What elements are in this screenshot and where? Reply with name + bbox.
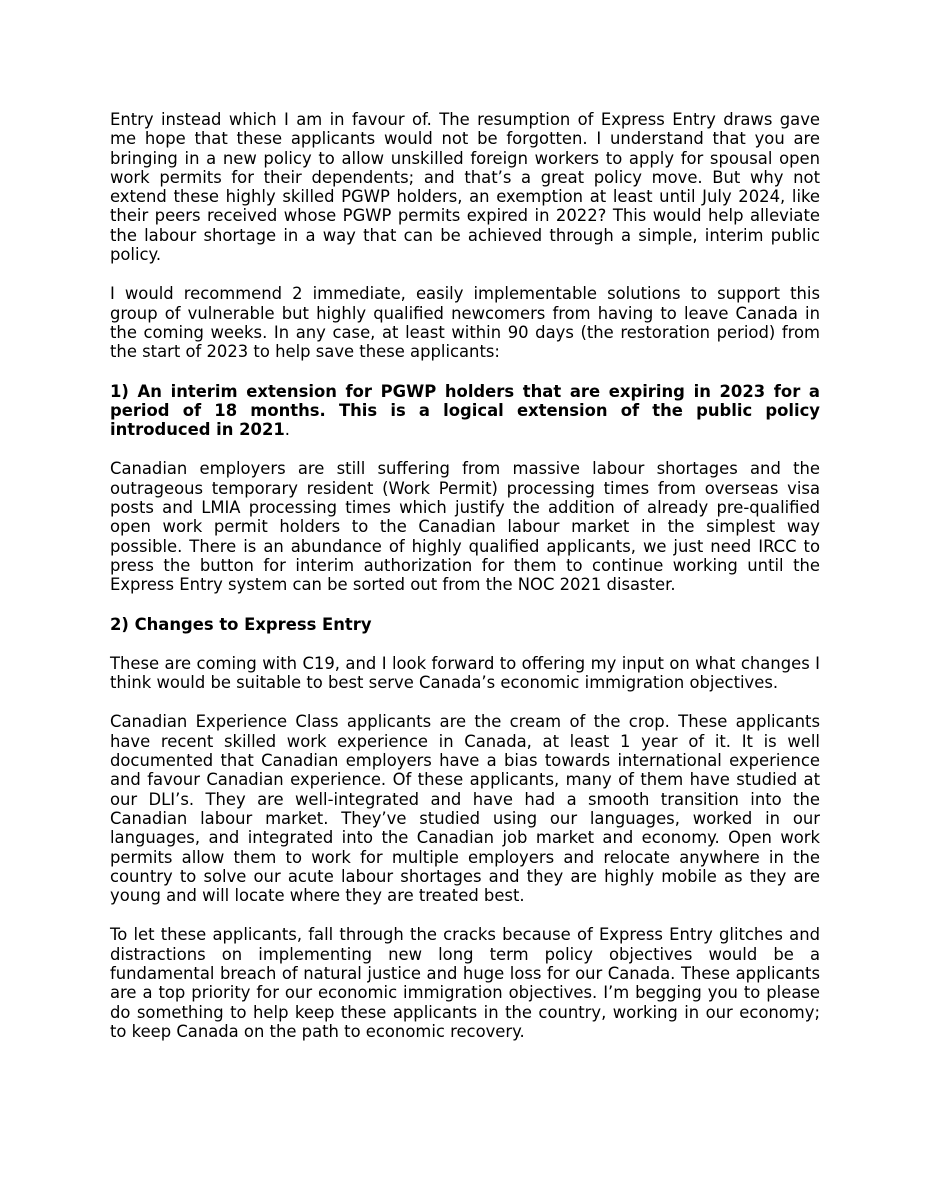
paragraph-express-entry-resumption: Entry instead which I am in favour of. The resumption of Express Entry draws gave me hope that these applicants would not be forgotten. I understand that you are bringing in a new policy to allow unskilled foreign workers to apply for spousal open work permits for their dependents; and that’s a great policy move. But why not extend these highly skilled PGWP holders, an exemption at least until July 2024, like their peers received whose PGWP permits expired in 2022? This would help alleviate the labour shortage in a way that can be achieved through a simple, interim public policy. xyxy=(110,110,820,265)
paragraph-closing-plea: To let these applicants, fall through the cracks because of Express Entry glitches and distractions on implementing new long term policy objectives would be a fundamental breach of natural justice and huge loss for our Canada. These applicants are a top priority for our economic immigration objectives. I’m begging you to please do something to help keep these applicants in the country, working in our economy; to keep Canada on the path to economic recovery. xyxy=(110,925,820,1041)
heading-interim-extension-period: . xyxy=(284,420,290,440)
paragraph-cec-applicants: Canadian Experience Class applicants are the cream of the crop. These applicants have recent skilled work experience in Canada, at least 1 year of it. It is well documented that Canadian employers have a bias towards international experience and favour Canadian experience. Of these applicants, many of them have studied at our DLI’s. They are well-integrated and have had a smooth transition into the Canadian labour market. They’ve studied using our languages, worked in our languages, and integrated into the Canadian job market and economy. Open work permits allow them to work for multiple employers and relocate anywhere in the country to solve our acute labour shortages and they are highly mobile as they are young and will locate where they are treated best. xyxy=(110,712,820,906)
heading-express-entry-changes: 2) Changes to Express Entry xyxy=(110,614,372,634)
heading-interim-extension-text: 1) An interim extension for PGWP holders that are expiring in 2023 for a period of 18 months. This is a logical extension of the public policy introduced in 2021 xyxy=(110,381,820,440)
paragraph-c19-changes: These are coming with C19, and I look forward to offering my input on what changes I think would be suitable to best serve Canada’s economic immigration objectives. xyxy=(110,653,820,693)
paragraph-labour-shortage: Canadian employers are still suffering from massive labour shortages and the outrageous temporary resident (Work Permit) processing times from overseas visa posts and LMIA processing times which justify the addition of already pre-qualified open work permit holders to the Canadian labour market in the simplest way possible. There is an abundance of highly qualified applicants, we just need IRCC to press the button for interim authorization for them to continue working until the Express Entry system can be sorted out from the NOC 2021 disaster. xyxy=(110,459,820,595)
paragraph-recommendations-intro: I would recommend 2 immediate, easily implementable solutions to support this group of vulnerable but highly qualified newcomers from having to leave Canada in the coming weeks. In any case, at least within 90 days (the restoration period) from the start of 2023 to help save these applicants: xyxy=(110,284,820,362)
document-page xyxy=(110,110,820,1061)
heading-interim-extension xyxy=(110,382,820,440)
